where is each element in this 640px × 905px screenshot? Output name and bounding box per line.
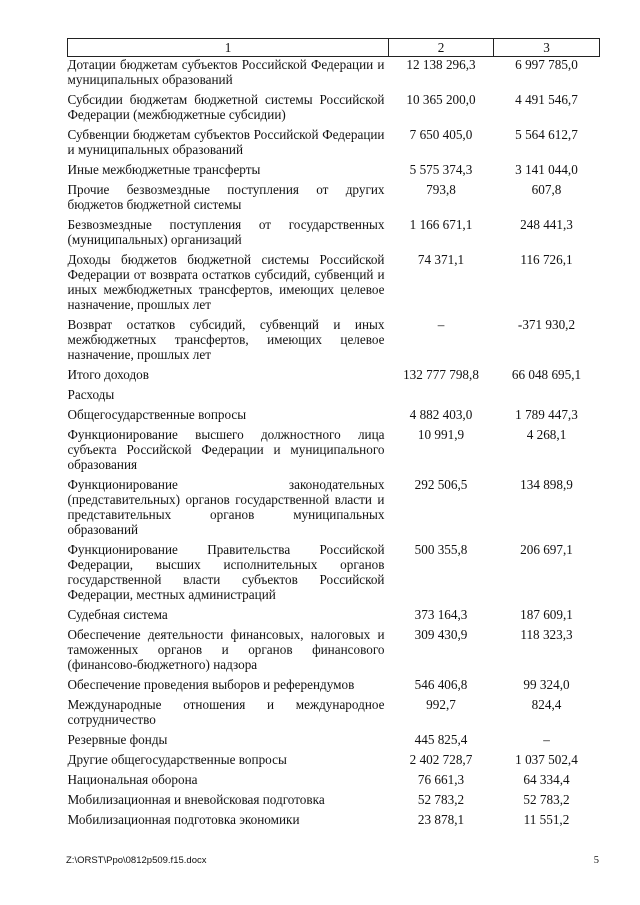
value-col3: 206 697,1 [520,542,573,557]
table-row [68,402,600,422]
table-row [68,382,600,402]
column-header-2: 2 [389,39,494,57]
table-row [68,787,600,807]
value-col2: 76 661,3 [417,772,465,787]
table-row [68,212,600,247]
table-row [68,312,600,362]
row-label: Субвенции бюджетам субъектов Российской Федерации и муниципальных образований [67,127,385,157]
value-col2: 12 138 296,3 [406,57,476,72]
row-label: Функционирование Правительства Российской Федерации, высших исполнительных органов государственной власти субъектов Российской Федерации, местных администраций [67,542,385,602]
value-col2 [389,382,494,402]
table-row [68,177,600,212]
row-label: Обеспечение проведения выборов и референдумов [67,677,355,692]
value-col2: 52 783,2 [417,792,465,807]
value-col3: 1 037 502,4 [515,752,578,767]
value-col2: 132 777 798,8 [403,367,479,382]
value-col3: 118 323,3 [520,627,573,642]
table-header-row [68,39,600,57]
value-col3: 99 324,0 [523,677,570,692]
table-row [68,767,600,787]
value-col2: 5 575 374,3 [409,162,473,177]
row-label: Итого доходов [67,367,149,382]
value-col3: 4 491 546,7 [515,92,578,107]
page-number: 5 [593,855,599,866]
value-col3: 11 551,2 [523,812,570,827]
value-col2: 74 371,1 [417,252,465,267]
value-col3: 4 268,1 [526,427,567,442]
row-label: Международные отношения и международное сотрудничество [67,697,385,727]
value-col3: 116 726,1 [520,252,573,267]
row-label: Возврат остатков субсидий, субвенций и иных межбюджетных трансфертов, имеющих целевое назначение, прошлых лет [67,317,385,362]
row-label: Национальная оборона [67,772,198,787]
value-col2: 500 355,8 [414,542,468,557]
column-header-3: 3 [494,39,600,57]
value-col2: – [437,317,445,332]
value-col3 [494,382,600,402]
value-col3: – [543,732,550,747]
row-label: Дотации бюджетам субъектов Российской Федерации и муниципальных образований [67,57,385,87]
value-col2: 1 166 671,1 [409,217,473,232]
value-col2: 546 406,8 [414,677,468,692]
table-row [68,362,600,382]
column-header-1: 1 [68,39,389,57]
row-label: Другие общегосударственные вопросы [67,752,287,767]
value-col2: 292 506,5 [414,477,468,492]
value-col2: 23 878,1 [417,812,465,827]
value-col2: 10 365 200,0 [406,92,476,107]
value-col2: 4 882 403,0 [409,407,473,422]
value-col2: 2 402 728,7 [409,752,473,767]
value-col3: 52 783,2 [523,792,570,807]
table-row [68,622,600,672]
value-col3: 248 441,3 [520,217,573,232]
row-label: Резервные фонды [67,732,168,747]
value-col2: 7 650 405,0 [409,127,473,142]
value-col2: 793,8 [426,182,456,197]
row-label: Иные межбюджетные трансферты [67,162,261,177]
value-col3: 134 898,9 [520,477,573,492]
table-row [68,472,600,537]
value-col2: 992,7 [426,697,456,712]
value-col3: 6 997 785,0 [515,57,578,72]
value-col3: 66 048 695,1 [511,367,582,382]
row-label: Функционирование законодательных (представительных) органов государственной власти и представительных органов муниципальных образований [67,477,385,537]
row-label: Безвозмездные поступления от государственных (муниципальных) организаций [67,217,385,247]
budget-table [67,38,600,827]
document-page [67,38,599,827]
value-col3: 824,4 [531,697,562,712]
row-label: Субсидии бюджетам бюджетной системы Российской Федерации (межбюджетные субсидии) [67,92,385,122]
table-row [68,602,600,622]
table-row [68,807,600,827]
value-col3: 187 609,1 [520,607,573,622]
row-label: Функционирование высшего должностного лица субъекта Российской Федерации и муниципального образования [67,427,385,472]
table-row [68,87,600,122]
value-col3: -371 930,2 [517,317,576,332]
table-row [68,247,600,312]
value-col2: 373 164,3 [414,607,468,622]
value-col2: 10 991,9 [417,427,465,442]
file-path: Z:\ORST\Ppo\0812p509.f15.docx [66,855,207,866]
value-col3: 607,8 [531,182,562,197]
table-row [68,157,600,177]
row-label: Общегосударственные вопросы [67,407,247,422]
row-label: Судебная система [67,607,168,622]
value-col2: 445 825,4 [414,732,468,747]
row-label: Мобилизационная и вневойсковая подготовка [67,792,325,807]
table-row [68,692,600,727]
value-col2: 309 430,9 [414,627,468,642]
table-row [68,747,600,767]
table-row [68,672,600,692]
row-label: Доходы бюджетов бюджетной системы Российской Федерации от возврата остатков субсидий, субвенций и иных межбюджетных трансфертов, имеющих целевое назначение, прошлых лет [67,252,385,312]
table-row [68,537,600,602]
row-label: Прочие безвозмездные поступления от других бюджетов бюджетной системы [67,182,385,212]
row-label: Расходы [67,387,115,402]
value-col3: 1 789 447,3 [515,407,578,422]
table-row [68,422,600,472]
table-row [68,122,600,157]
row-label: Обеспечение деятельности финансовых, налоговых и таможенных органов и органов финансового (финансово-бюджетного) надзора [67,627,385,672]
value-col3: 3 141 044,0 [515,162,578,177]
value-col3: 64 334,4 [523,772,570,787]
table-row [68,57,600,88]
row-label: Мобилизационная подготовка экономики [67,812,300,827]
value-col3: 5 564 612,7 [515,127,578,142]
table-row [68,727,600,747]
